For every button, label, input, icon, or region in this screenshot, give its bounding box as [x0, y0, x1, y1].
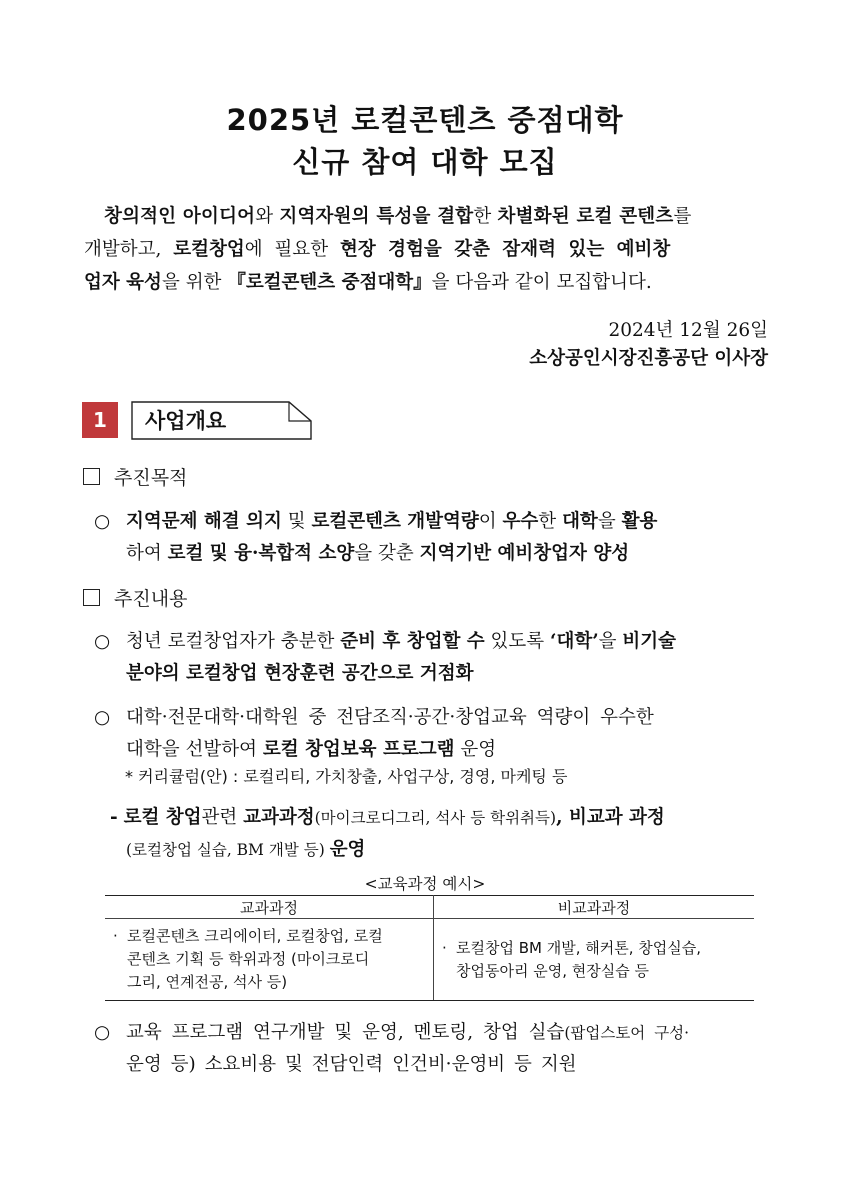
table-cell [434, 919, 755, 1001]
section-title: 사업개요 [145, 409, 227, 433]
subheading-content: 추진내용 [83, 584, 187, 611]
table-header-cell: 비교과과정 [434, 896, 755, 919]
bullet-circle-icon: ○ [94, 1022, 111, 1043]
section-title-box [131, 401, 312, 439]
subheading-purpose: 추진목적 [83, 463, 187, 490]
table-caption: <교육과정 예시> [364, 875, 486, 893]
table-cell [105, 919, 434, 1001]
cell-line: 창업동아리 운영, 현장실습 등 [456, 961, 649, 980]
intro-paragraph [84, 200, 770, 299]
item-line: 대학을 선발하여 로컬 창업보육 프로그램 운영 [126, 739, 497, 760]
item-line: 하여 로컬 및 융·복합적 소양을 갖춘 지역기반 예비창업자 양성 [126, 543, 630, 564]
dash-item-courses [110, 802, 770, 866]
document-subtitle: 신규 참여 대학 모집 [292, 145, 558, 179]
curriculum-note: * 커리큘럼(안) : 로컬리티, 가치창출, 사업구상, 경영, 마케팅 등 [125, 767, 568, 786]
item-line: 분야의 로컬창업 현장훈련 공간으로 거점화 [126, 663, 474, 684]
bullet-circle-icon: ○ [94, 707, 111, 728]
document-title: 2025년 로컬콘텐츠 중점대학 [226, 103, 624, 137]
bullet-circle-icon: ○ [94, 511, 111, 532]
item-line: 교육 프로그램 연구개발 및 운영, 멘토링, 창업 실습(팝업스토어 구성· [126, 1022, 690, 1043]
issuer-name: 소상공인시장진흥공단 이사장 [529, 348, 768, 369]
item-line: - 로컬 창업관련 교과과정(마이크로디그리, 석사 등 학위취득), 비교과 과정 [110, 807, 665, 828]
intro-line: 창의적인 아이디어와 지역자원의 특성을 결합한 차별화된 로컬 콘텐츠를 [104, 206, 692, 227]
intro-line: 개발하고, 로컬창업에 필요한 현장 경험을 갖춘 잠재력 있는 예비창 [84, 239, 671, 260]
curriculum-table [105, 895, 754, 1001]
table-header-cell: 교과과정 [105, 896, 434, 919]
item-line: (로컬창업 실습, BM 개발 등) 운영 [126, 839, 366, 860]
item-line: 운영 등) 소요비용 및 전담인력 인건비·운영비 등 지원 [126, 1054, 577, 1075]
intro-line: 업자 육성을 위한 『로컬콘텐츠 중점대학』을 다음과 같이 모집합니다. [84, 272, 652, 293]
table-header-row [105, 896, 754, 919]
document-date: 2024년 12월 26일 [608, 320, 768, 341]
item-line: 지역문제 해결 의지 및 로컬콘텐츠 개발역량이 우수한 대학을 활용 [126, 511, 658, 532]
checkbox-square-icon [83, 468, 100, 485]
cell-line: 콘텐츠 기획 등 학위과정 (마이크로디 [127, 950, 370, 968]
section-number-badge: 1 [82, 402, 118, 438]
cell-line: · 로컬콘텐츠 크리에이터, 로컬창업, 로컬 [113, 927, 383, 945]
table-row [105, 919, 754, 1001]
cell-line: 그리, 연계전공, 석사 등) [127, 973, 288, 991]
checkbox-square-icon [83, 589, 100, 606]
item-line: 대학·전문대학·대학원 중 전담조직·공간·창업교육 역량이 우수한 [126, 707, 654, 728]
item-line: 청년 로컬창업자가 충분한 준비 후 창업할 수 있도록 ‘대학’을 비기술 [126, 631, 677, 652]
cell-line: · 로컬창업 BM 개발, 해커톤, 창업실습, [442, 938, 701, 957]
bullet-circle-icon: ○ [94, 631, 111, 652]
